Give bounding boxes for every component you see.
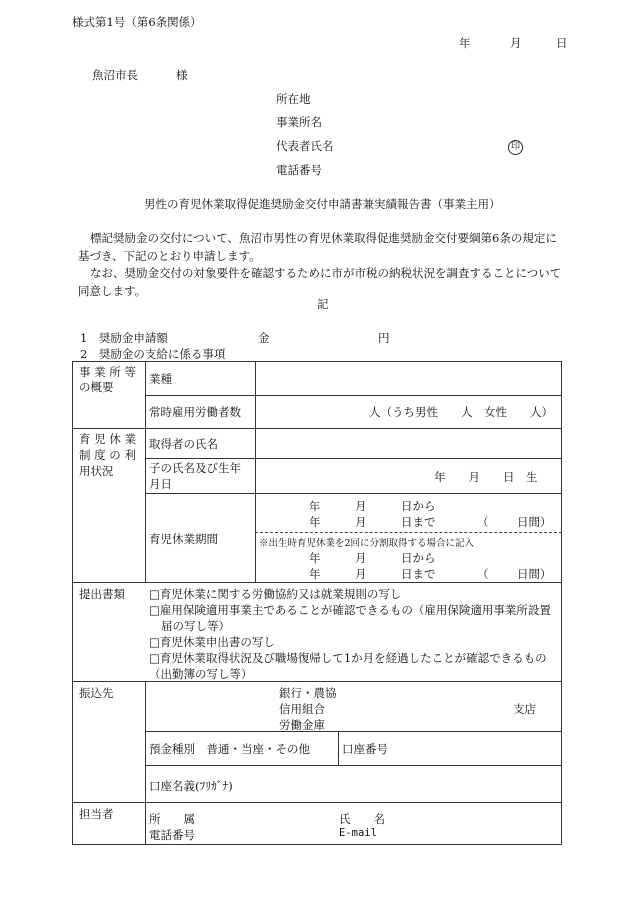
child-info-label-1: 子の氏名及び生年 [149,461,241,475]
business-overview-label-1: 事 業 所 等 [79,365,136,379]
period1-year-end: 年 [309,515,321,529]
document-item-3: □育児休業申出書の写し [149,635,275,649]
birth-date-value: 年 月 日 生 [434,470,538,484]
email-label: E-mail [339,827,377,839]
employees-label: 常時雇用労働者数 [149,405,241,419]
period2-month: 月 [355,551,367,565]
child-info-label-2: 月日 [149,477,172,491]
period2-open-paren: （ [477,567,489,581]
period1-from: 日から [401,499,436,513]
contact-label: 担当者 [79,807,114,821]
body-paragraph-2-text: なお、奨励金交付の対象要件を確認するために市が市税の納税状況を調査することについて同意します。 [78,266,562,298]
phone-label: 電話番号 [276,163,322,177]
taker-name-label: 取得者の氏名 [149,437,218,451]
item-1-label: 1 奨励金申請額 [80,331,168,345]
document-item-4-cont: （出勤簿の写し等） [149,667,253,681]
childcare-status-label-1: 育 児 休 業 [79,432,136,446]
account-number-label: 口座番号 [342,742,388,756]
period2-days: 日間） [517,567,552,581]
item-2-label: 2 奨励金の支給に係る事項 [80,347,226,361]
deposit-type-label: 預金種別 普通・当座・その他 [149,742,310,756]
employees-value: 人（うち男性 人 女性 人） [369,405,553,419]
body-paragraph-2 [78,264,568,300]
bank-type-2: 信用組合 [279,702,325,716]
details-table [72,361,562,845]
date-day-label: 日 [556,36,568,50]
period2-until: 日まで [401,567,436,581]
period1-days: 日間） [517,515,552,529]
document-item-2-cont: 届の写し等） [161,619,230,633]
document-title: 男性の育児休業取得促進奨励金交付申請書兼実績報告書（事業主用） [144,197,501,211]
period1-month: 月 [355,499,367,513]
date-month-label: 月 [510,36,522,50]
bank-type-1: 銀行・農協 [279,686,337,700]
bank-type-3: 労働金庫 [279,718,325,732]
period1-month-end: 月 [355,515,367,529]
period1-year: 年 [309,500,320,513]
period2-year-end: 年 [309,567,321,581]
addressee-mayor: 魚沼市長 [92,68,138,82]
leave-period-label: 育児休業期間 [149,532,218,546]
period2-from: 日から [401,551,436,565]
location-label: 所在地 [276,92,311,106]
branch-label: 支店 [513,702,536,716]
form-number: 様式第1号（第6条関係） [72,15,202,29]
period1-until: 日まで [401,515,436,529]
kin-label: 金 [258,331,270,345]
document-item-4: □育児休業取得状況及び職場復帰して1か月を経過したことが確認できるもの [149,651,547,665]
ki-label: 記 [317,297,329,311]
period1-open-paren: （ [477,515,489,529]
name-label: 氏 名 [339,812,385,826]
seal-glyph: 印 [508,140,523,155]
addressee-honorific: 様 [176,68,188,82]
period2-year: 年 [309,551,321,565]
seal-mark [508,138,523,155]
document-item-2: □雇用保険適用事業主であることが確認できるもの（雇用保険適用事業所設置 [149,603,551,617]
account-holder-label: 口座名義(ﾌﾘｶﾞﾅ) [149,779,233,793]
yen-label: 円 [378,331,390,345]
business-overview-label-2: の概要 [79,380,114,394]
contact-phone-label: 電話番号 [149,828,195,842]
childcare-status-label-3: 用状況 [79,464,114,478]
split-note: ※出生時育児休業を2回に分割取得する場合に記入 [259,538,475,549]
department-label: 所 属 [149,812,195,826]
childcare-status-label-2: 制 度 の 利 [79,448,136,462]
body-paragraph-1 [78,229,568,265]
business-name-label: 事業所名 [276,115,322,129]
documents-label: 提出書類 [79,587,125,601]
date-year-label: 年 [459,36,471,50]
period2-month-end: 月 [355,567,367,581]
industry-label: 業種 [149,372,172,386]
body-paragraph-1-text: 標記奨励金の交付について、魚沼市男性の育児休業取得促進奨励金交付要綱第6条の規定に基づき、下記のとおり申請します。 [78,231,557,263]
representative-label: 代表者氏名 [276,139,334,153]
document-item-1: □育児休業に関する労働協約又は就業規則の写し [149,587,402,601]
transfer-label: 振込先 [79,686,114,700]
